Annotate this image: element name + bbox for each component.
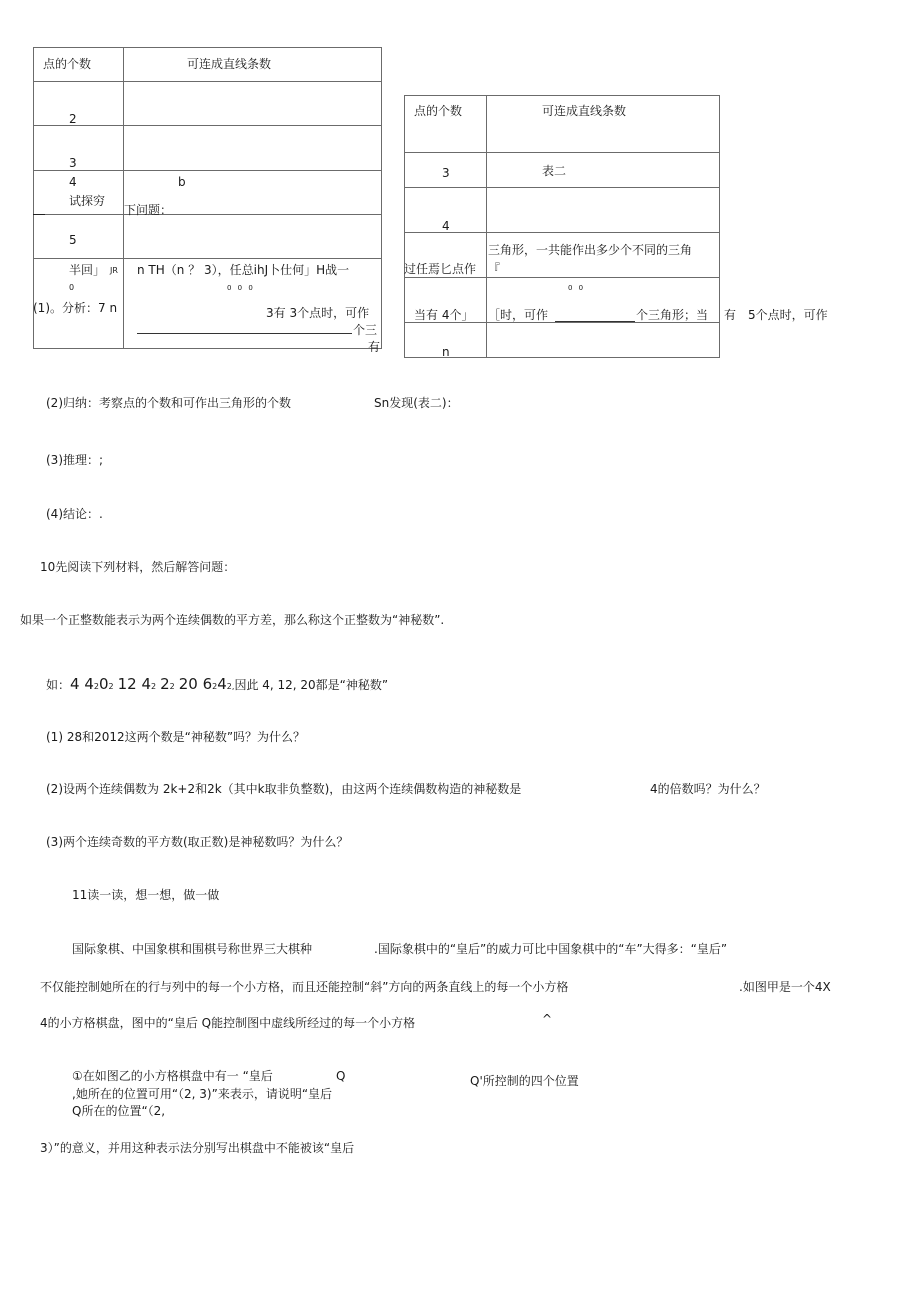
- table-1-cell: b: [178, 175, 186, 189]
- question-10-definition: 如果一个正整数能表示为两个连续偶数的平方差，那么称这个正整数为“神秘数”.: [20, 613, 445, 627]
- question-10-part-2-tail: 4的倍数吗？为什么？: [650, 782, 766, 796]
- table-1-rule: [33, 47, 382, 48]
- example-sup: 2: [169, 682, 175, 691]
- table-1-header-lines: 可连成直线条数: [187, 57, 272, 71]
- table-2-cell: n: [442, 345, 450, 359]
- dash-mark: [33, 214, 45, 215]
- table-2-rule: [486, 95, 487, 358]
- table-2-cell: 三角形，一共能作出多少个不同的三角: [488, 243, 693, 257]
- table-1-rule: [123, 47, 124, 349]
- blank-underline: [555, 321, 635, 322]
- queen-q: Q: [336, 1069, 346, 1083]
- caret-mark: ^: [542, 1012, 553, 1026]
- question-11-item-1-line-4: 3）”的意义，并用这种表示法分别写出棋盘中不能被该“皇后: [40, 1141, 355, 1155]
- table-2-rule: [719, 95, 720, 358]
- table-2-outside-text: 有 5个点时，可作: [724, 308, 828, 322]
- example-eq: 0: [98, 675, 109, 693]
- example-sup: 2: [212, 682, 218, 691]
- table-2-rule: [404, 232, 720, 233]
- question-11-para-3: 4的小方格棋盘，图中的“皇后 Q能控制图中虚线所经过的每一个小方格: [40, 1016, 416, 1030]
- example-sup: 2,: [226, 682, 235, 691]
- table-2-cell: 过任焉匕点作: [404, 262, 477, 276]
- question-11-item-1-right: Q'所控制的四个位置: [470, 1074, 579, 1088]
- table-1-header-count: 点的个数: [43, 57, 92, 71]
- conclusion-line: (4)结论：.: [46, 507, 103, 521]
- question-10-example: [46, 675, 388, 694]
- table-2-cell: ［时，可作: [488, 308, 549, 322]
- question-11-item-1-line-2: ,她所在的位置可用“（2, 3)”来表示，请说明“皇后: [72, 1087, 333, 1101]
- example-eq: 12 4: [117, 675, 152, 693]
- table-2-cell: 3: [442, 166, 450, 180]
- question-11-para-2-tail: .如图甲是一个4X: [739, 980, 831, 994]
- table-1-rule: [33, 81, 382, 82]
- table-2-rule: [404, 277, 720, 278]
- question-10-part-2: (2)设两个连续偶数为 2k+2和2k（其中k取非负整数)，由这两个连续偶数构造的神秘数是: [46, 782, 522, 796]
- table-2-cell: 『: [488, 262, 501, 276]
- table-2-rule: [404, 95, 405, 358]
- table-1-rule: [381, 47, 382, 349]
- table-2-rule: [404, 95, 720, 96]
- table-1-overlay-text: 试探穷: [69, 194, 106, 208]
- table-1-cell: (1)。分析：7 n: [33, 301, 118, 315]
- table-2-rule: [404, 357, 720, 358]
- table-2-header-lines: 可连成直线条数: [542, 104, 627, 118]
- example-sup: 2: [93, 682, 99, 691]
- blank-underline: [137, 333, 352, 334]
- table-1-sub: JR: [110, 266, 118, 275]
- table-1-cell: 2: [69, 112, 77, 126]
- example-eq: 4 4: [70, 675, 94, 693]
- reasoning-line: (3)推理：;: [46, 453, 104, 467]
- table-1-cell: 3: [69, 156, 77, 170]
- question-11-para-2: 不仅能控制她所在的行与列中的每一个小方格，而且还能控制“斜”方向的两条直线上的每一个小方格: [40, 980, 569, 994]
- table-2-cell: 个三角形；当: [636, 308, 709, 322]
- example-eq: 20 6: [178, 675, 213, 693]
- table-1-rule: [33, 125, 382, 126]
- question-10-part-1: (1) 28和2012这两个数是“神秘数”吗？为什么？: [46, 730, 306, 744]
- table-1-cell: 5: [69, 233, 77, 247]
- table-1-cell: 4: [69, 175, 77, 189]
- question-11-item-1: ①在如图乙的小方格棋盘中有一 “皇后: [72, 1069, 273, 1083]
- table-1-sub: 0: [69, 283, 75, 292]
- example-prefix: 如：: [46, 678, 71, 692]
- table-1-rule: [33, 214, 382, 215]
- table-1-cell: n TH（n ？ 3），任总ihJ卜仕何」H战一: [137, 263, 350, 277]
- question-11-item-1-line-3: Q所在的位置“（2,: [72, 1104, 166, 1118]
- table-1-rule: [33, 170, 382, 171]
- question-11-para-1: 国际象棋、中国象棋和围棋号称世界三大棋种: [72, 942, 313, 956]
- table-2-cell: 当有 4个」: [414, 308, 474, 322]
- example-eq: 2: [160, 675, 170, 693]
- question-11-para-1-tail: .国际象棋中的“皇后”的威力可比中国象棋中的“车”大得多：“皇后”: [374, 942, 728, 956]
- example-eq: 4: [217, 675, 227, 693]
- example-sup: 2: [108, 682, 114, 691]
- summarize-line-tail: Sn发现(表二)：: [374, 396, 459, 410]
- table-2-label: 表二: [542, 164, 567, 178]
- table-2-sub: 0 0: [568, 284, 586, 292]
- summarize-line: (2)归纳：考察点的个数和可作出三角形的个数: [46, 396, 291, 410]
- question-11-title: 11读一读，想一想，做一做: [72, 888, 220, 902]
- table-1-rule: [33, 348, 382, 349]
- table-1-cell: 3有 3个点时，可作: [266, 306, 370, 320]
- table-2-rule: [404, 187, 720, 188]
- question-10-title: 10先阅读下列材料，然后解答问题：: [40, 560, 236, 574]
- table-1-rule: [33, 258, 382, 259]
- table-1-sub: 0 0 0: [227, 284, 255, 292]
- table-2-header-count: 点的个数: [414, 104, 463, 118]
- example-tail: 因此 4, 12, 20都是“神秘数”: [234, 678, 389, 692]
- example-sup: 2: [151, 682, 157, 691]
- table-1-cell: 个三: [353, 323, 378, 337]
- table-1-cell: 有: [368, 340, 381, 354]
- table-1-cell: 半回」: [69, 263, 106, 277]
- table-2-cell: 4: [442, 219, 450, 233]
- question-10-part-3: (3)两个连续奇数的平方数(取正数)是神秘数吗？为什么？: [46, 835, 349, 849]
- table-2-rule: [404, 152, 720, 153]
- table-1-overlay-text: 下问题：: [124, 203, 173, 217]
